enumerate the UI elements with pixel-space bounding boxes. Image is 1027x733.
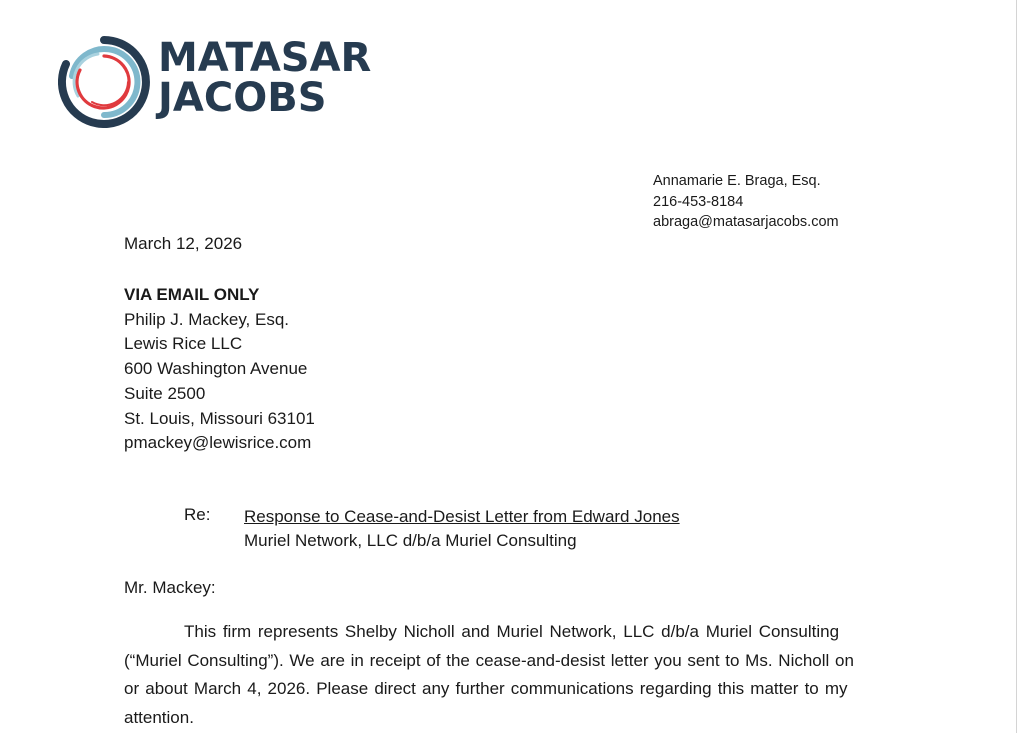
re-matter: Muriel Network, LLC d/b/a Muriel Consulting (244, 531, 577, 550)
sender-block (653, 171, 839, 233)
body-line-3: or about March 4, 2026. Please direct any further communications regarding this matter to my (124, 679, 848, 698)
firm-name-line2: JACOBS (158, 75, 327, 121)
sender-phone: 216-453-8184 (653, 193, 744, 210)
firm-logo (58, 35, 372, 128)
sender-email: abraga@matasarjacobs.com (653, 214, 839, 230)
re-block (244, 505, 680, 553)
salutation: Mr. Mackey: (124, 578, 216, 597)
recipient-firm: Lewis Rice LLC (124, 334, 243, 354)
body-paragraph (124, 618, 910, 732)
body-line-4: attention. (124, 707, 194, 727)
recipient-address-line1: 600 Washington Avenue (124, 359, 308, 379)
recipient-block (124, 283, 315, 456)
sender-name: Annamarie E. Braga, Esq. (653, 173, 821, 189)
body-line-1: This firm represents Shelby Nicholl and Muriel Network, LLC d/b/a Muriel Consulting (184, 622, 840, 641)
firm-name-wordmark (158, 35, 372, 121)
recipient-city-state-zip: St. Louis, Missouri 63101 (124, 408, 315, 428)
concentric-swirl-icon (58, 36, 150, 128)
body-line-2: (“Muriel Consulting”). We are in receipt of the cease-and-desist letter you sent to Ms. Nicholl on (124, 650, 854, 670)
letter-date: March 12, 2026 (124, 234, 243, 253)
recipient-email: pmackey@lewisrice.com (124, 433, 312, 453)
re-label: Re: (184, 505, 211, 524)
page-edge (1016, 0, 1017, 733)
delivery-method: VIA EMAIL ONLY (124, 285, 260, 304)
recipient-name: Philip J. Mackey, Esq. (124, 309, 290, 329)
re-subject: Response to Cease-and-Desist Letter from Edward Jones (244, 507, 680, 526)
firm-name-line1: MATASAR (158, 35, 372, 81)
recipient-address-line2: Suite 2500 (124, 383, 206, 403)
